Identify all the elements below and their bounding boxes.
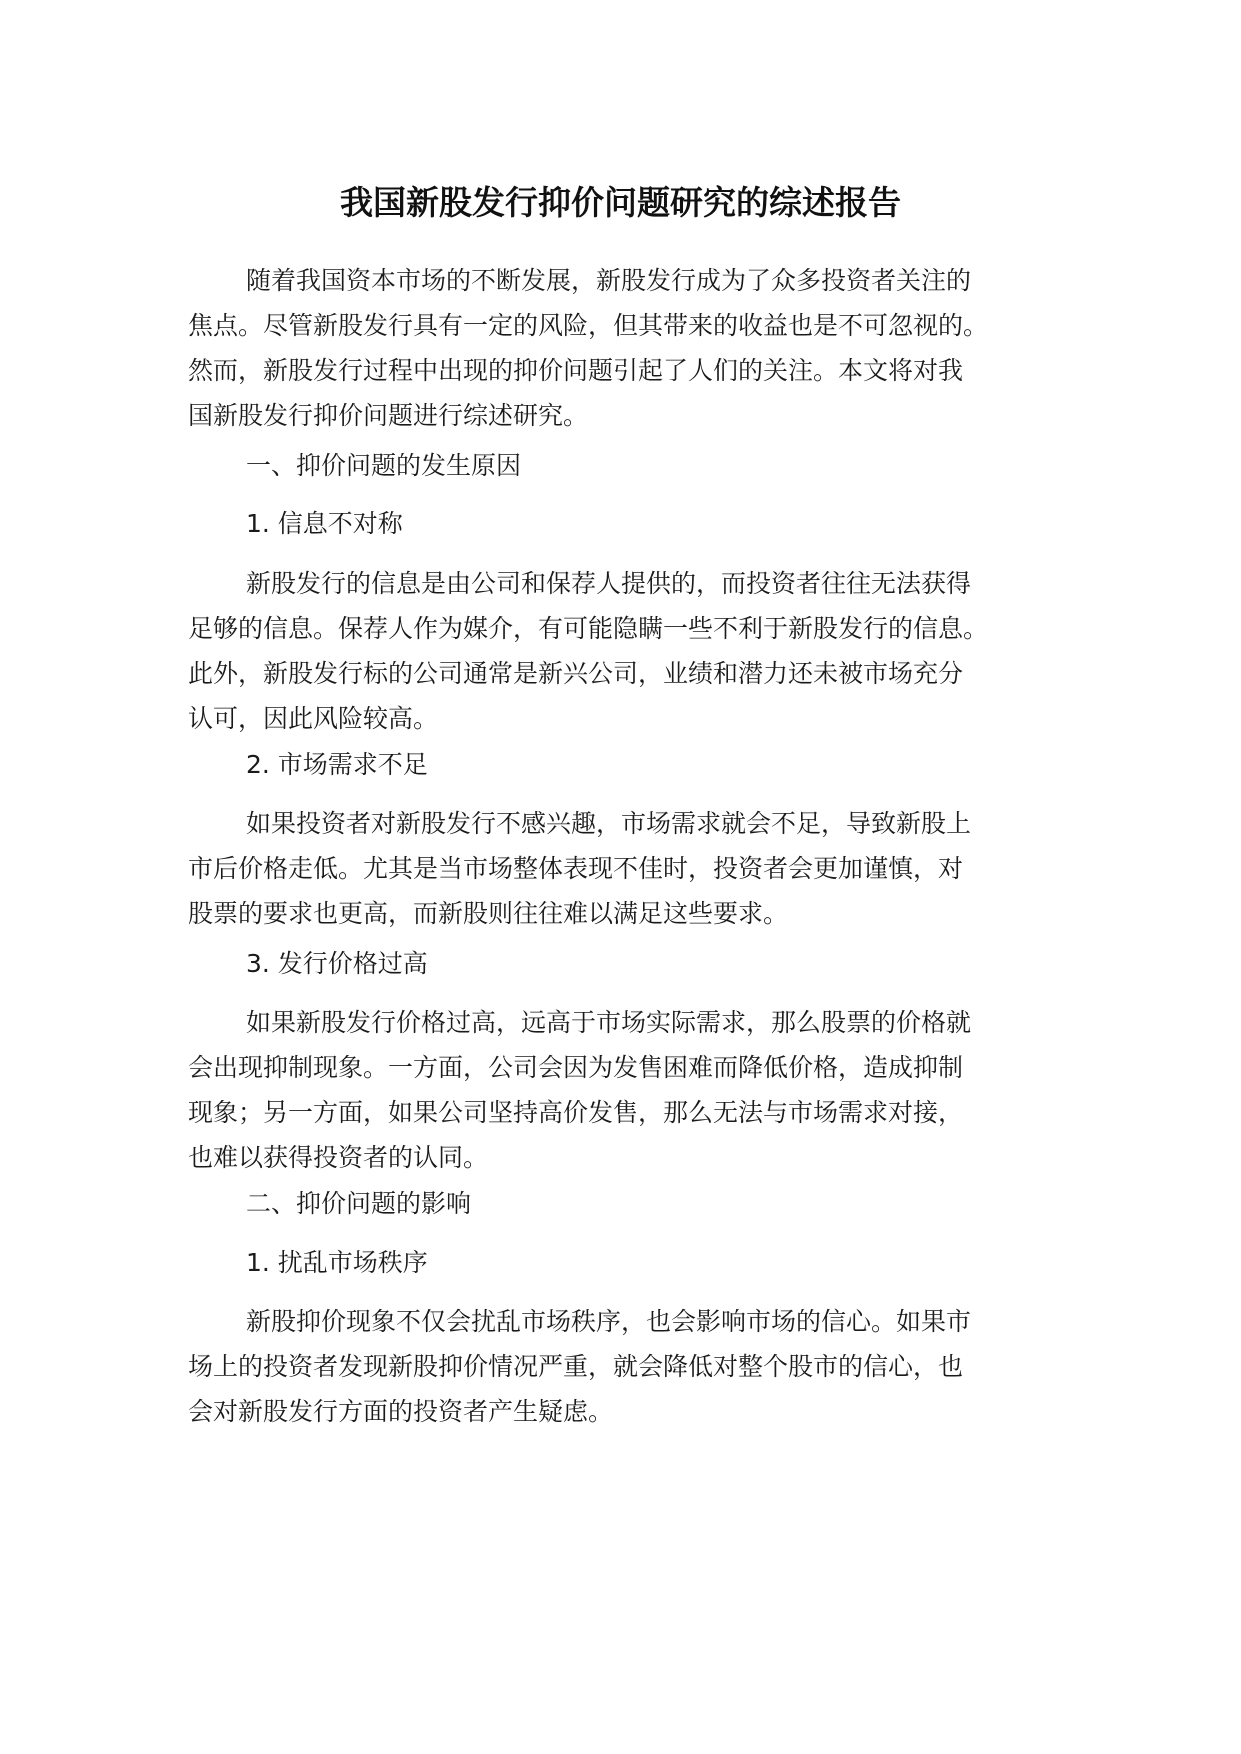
paragraph-line: 场上的投资者发现新股抑价情况严重，就会降低对整个股市的信心，也	[188, 1352, 964, 1381]
paragraph-line: 国新股发行抑价问题进行综述研究。	[188, 401, 589, 430]
document-title: 我国新股发行抑价问题研究的综述报告	[340, 183, 901, 222]
paragraph-line: 股票的要求也更高，而新股则往往难以满足这些要求。	[188, 899, 789, 928]
paragraph-line: 现象；另一方面，如果公司坚持高价发售，那么无法与市场需求对接，	[188, 1098, 964, 1127]
section-heading-causes	[188, 443, 1068, 488]
paragraph-insufficient-demand	[188, 801, 1068, 936]
paragraph-line: 如果新股发行价格过高，远高于市场实际需求，那么股票的价格就	[246, 1008, 972, 1037]
paragraph-line: 足够的信息。保荐人作为媒介，有可能隐瞒一些不利于新股发行的信息。	[188, 614, 989, 643]
paragraph-market-disorder	[188, 1299, 1068, 1434]
paragraph-line: 焦点。尽管新股发行具有一定的风险，但其带来的收益也是不可忽视的。	[188, 311, 989, 340]
section-heading-text: 一、抑价问题的发生原因	[246, 451, 522, 480]
subheading-high-price	[188, 941, 1068, 986]
subheading-text: 1. 信息不对称	[246, 509, 403, 538]
paragraph-information-asymmetry	[188, 561, 1068, 741]
paragraph-line: 新股抑价现象不仅会扰乱市场秩序，也会影响市场的信心。如果市	[246, 1307, 972, 1336]
paragraph-line: 会出现抑制现象。一方面，公司会因为发售困难而降低价格，造成抑制	[188, 1053, 964, 1082]
section-heading-impact	[188, 1181, 1068, 1226]
paragraph-line: 如果投资者对新股发行不感兴趣，市场需求就会不足，导致新股上	[246, 809, 972, 838]
subheading-market-disorder	[188, 1240, 1068, 1285]
section-heading-text: 二、抑价问题的影响	[246, 1189, 472, 1218]
paragraph-line: 此外，新股发行标的公司通常是新兴公司，业绩和潜力还未被市场充分	[188, 659, 964, 688]
paragraph-intro	[188, 258, 1068, 438]
paragraph-line: 也难以获得投资者的认同。	[188, 1143, 489, 1172]
paragraph-line: 新股发行的信息是由公司和保荐人提供的，而投资者往往无法获得	[246, 569, 972, 598]
paragraph-line: 会对新股发行方面的投资者产生疑虑。	[188, 1397, 614, 1426]
paragraph-high-price	[188, 1000, 1068, 1180]
subheading-text: 3. 发行价格过高	[246, 949, 428, 978]
paragraph-line: 然而，新股发行过程中出现的抑价问题引起了人们的关注。本文将对我	[188, 356, 964, 385]
paragraph-line: 市后价格走低。尤其是当市场整体表现不佳时，投资者会更加谨慎，对	[188, 854, 964, 883]
paragraph-line: 认可，因此风险较高。	[188, 704, 439, 733]
paragraph-line: 随着我国资本市场的不断发展，新股发行成为了众多投资者关注的	[246, 266, 972, 295]
subheading-text: 1. 扰乱市场秩序	[246, 1248, 428, 1277]
subheading-information-asymmetry	[188, 501, 1068, 546]
subheading-text: 2. 市场需求不足	[246, 750, 428, 779]
subheading-insufficient-demand	[188, 742, 1068, 787]
